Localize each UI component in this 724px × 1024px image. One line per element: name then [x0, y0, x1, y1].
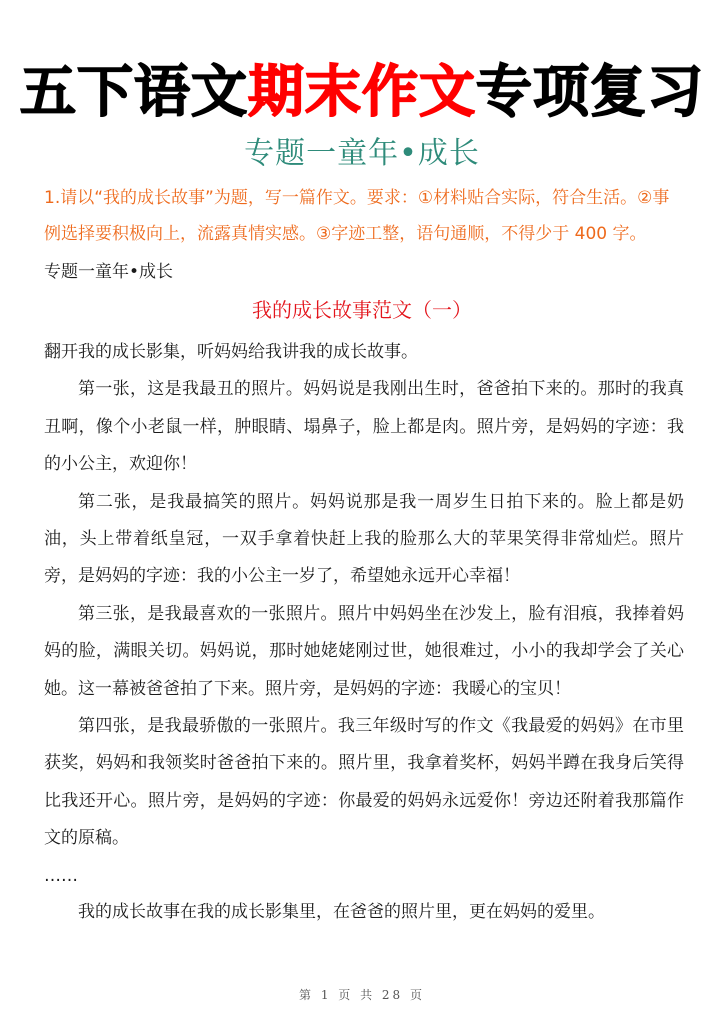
essay-paragraph-intro: 翻开我的成长影集，听妈妈给我讲我的成长故事。: [44, 342, 418, 362]
page-footer: 第 1 页 共 28 页: [299, 988, 425, 1002]
main-title-highlight: 期末作文: [248, 60, 476, 125]
essay-title: 我的成长故事范文（一）: [252, 298, 472, 322]
essay-ellipsis: ……: [44, 865, 78, 886]
main-title: [0, 58, 724, 128]
essay-paragraph: 第一张，这是我最丑的照片。妈妈说是我刚出生时，爸爸拍下来的。那时的我真丑啊，像个小老鼠一样，肿眼睛、塌鼻子，脸上都是肉。照片旁，是妈妈的字迹：我的小公主，欢迎你！: [44, 379, 684, 475]
topic-label: 专题一童年•成长: [44, 262, 174, 282]
essay-body: [44, 334, 684, 931]
topic-subtitle: 专题一童年•成长: [244, 136, 480, 171]
main-title-part3: 专项复习: [476, 60, 704, 125]
essay-paragraph-conclusion: 我的成长故事在我的成长影集里，在爸爸的照片里，更在妈妈的爱里。: [78, 901, 605, 922]
essay-paragraph: 第三张，是我最喜欢的一张照片。照片中妈妈坐在沙发上，脸有泪痕，我捧着妈妈的脸，满眼关切。妈妈说，那时她姥姥刚过世，她很难过，小小的我却学会了关心她。这一幕被爸爸拍了下来。照片旁，是妈妈的字迹：我暖心的宝贝！: [44, 603, 684, 699]
writing-prompt: 1.请以“我的成长故事”为题，写一篇作文。要求：①材料贴合实际，符合生活。②事例选择要积极向上，流露真情实感。③字迹工整，语句通顺，不得少于 400 字。: [44, 188, 670, 244]
essay-paragraph: 第四张，是我最骄傲的一张照片。我三年级时写的作文《我最爱的妈妈》在市里获奖，妈妈和我领奖时爸爸拍下来的。照片里，我拿着奖杯，妈妈半蹲在我身后笑得比我还开心。照片旁，是妈妈的字迹：你最爱的妈妈永远爱你！旁边还附着我那篇作文的原稿。: [44, 716, 684, 849]
main-title-part1: 五下语文: [20, 60, 248, 125]
essay-paragraph: 第二张，是我最搞笑的照片。妈妈说那是我一周岁生日拍下来的。脸上都是奶油，头上带着纸皇冠，一双手拿着快赶上我的脸那么大的苹果笑得非常灿烂。照片旁，是妈妈的字迹：我的小公主一岁了，希望她永远开心幸福！: [44, 491, 684, 587]
